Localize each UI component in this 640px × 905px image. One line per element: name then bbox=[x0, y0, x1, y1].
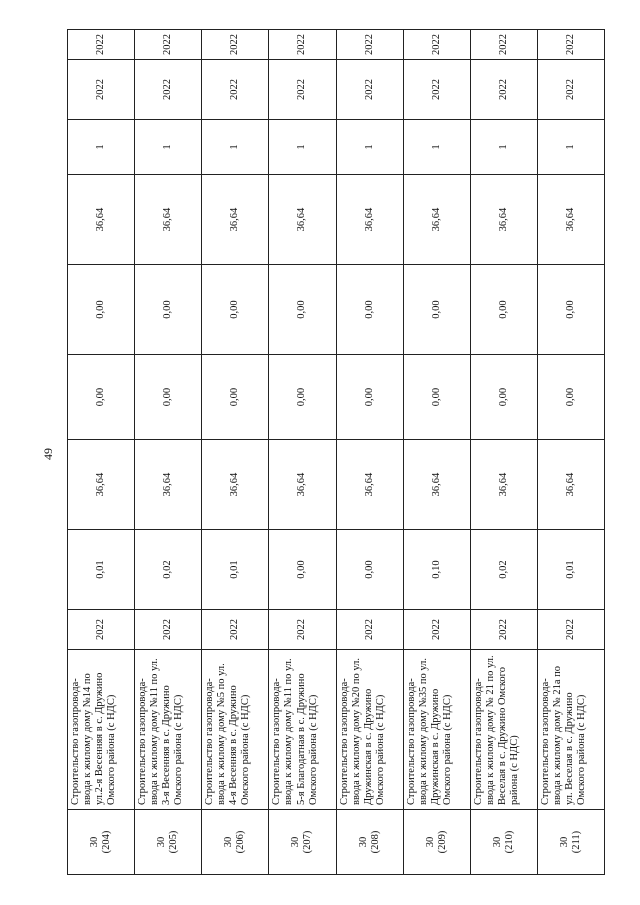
table-row bbox=[470, 30, 537, 875]
cell-v4: 0,00 bbox=[470, 265, 537, 355]
cell-v3: 0,00 bbox=[470, 355, 537, 440]
cell-v5: 36,64 bbox=[537, 175, 604, 265]
row-number-cell bbox=[68, 810, 135, 875]
cell-v3: 0,00 bbox=[68, 355, 135, 440]
cell-count: 1 bbox=[269, 120, 336, 175]
cell-end: 2022 bbox=[470, 30, 537, 60]
row-number: 30 bbox=[290, 836, 302, 848]
cell-start: 2022 bbox=[68, 60, 135, 120]
cell-start: 2022 bbox=[403, 60, 470, 120]
cell-count: 1 bbox=[537, 120, 604, 175]
cell-start: 2022 bbox=[269, 60, 336, 120]
cell-v1: 0,01 bbox=[202, 530, 269, 610]
row-subnumber: (209) bbox=[436, 830, 448, 854]
cell-year: 2022 bbox=[537, 610, 604, 650]
page-number: 49 bbox=[41, 448, 55, 460]
cell-v2: 36,64 bbox=[68, 440, 135, 530]
rotated-table-wrapper bbox=[67, 30, 605, 875]
cell-end: 2022 bbox=[269, 30, 336, 60]
cell-desc: Строительство газопровода-ввода к жилому дому №11 по ул. 3-я Весенняя в с. Дружино Омского района (с НДС) bbox=[135, 650, 202, 810]
cell-v1: 0,00 bbox=[269, 530, 336, 610]
cell-desc: Строительство газопровода-ввода к жилому дому № 21а по ул. Веселая в с. Дружино Омского района (с НДС) bbox=[537, 650, 604, 810]
cell-v1: 0,02 bbox=[135, 530, 202, 610]
cell-desc: Строительство газопровода-ввода к жилому дому №11 по ул. 5-я Благодатная в с. Дружино Омского района (с НДС) bbox=[269, 650, 336, 810]
table-container bbox=[67, 30, 605, 875]
cell-year: 2022 bbox=[269, 610, 336, 650]
cell-v2: 36,64 bbox=[135, 440, 202, 530]
cell-start: 2022 bbox=[336, 60, 403, 120]
cell-v5: 36,64 bbox=[336, 175, 403, 265]
row-number: 30 bbox=[424, 836, 436, 848]
cell-year: 2022 bbox=[202, 610, 269, 650]
table-row bbox=[269, 30, 336, 875]
cell-desc: Строительство газопровода-ввода к жилому дому №20 по ул. Дружинская в с. Дружино Омского района (с НДС) bbox=[336, 650, 403, 810]
cell-v5: 36,64 bbox=[470, 175, 537, 265]
row-number: 30 bbox=[156, 836, 168, 848]
cell-year: 2022 bbox=[336, 610, 403, 650]
cell-v1: 0,02 bbox=[470, 530, 537, 610]
cell-desc: Строительство газопровода-ввода к жилому дому №5 по ул. 4-я Весенняя в с. Дружино Омского района (с НДС) bbox=[202, 650, 269, 810]
cell-desc: Строительство газопровода-ввода к жилому дому №14 по ул.2-я Весенняя в с. Дружино Омского района (с НДС) bbox=[68, 650, 135, 810]
cell-end: 2022 bbox=[135, 30, 202, 60]
cell-count: 1 bbox=[202, 120, 269, 175]
cell-v2: 36,64 bbox=[269, 440, 336, 530]
cell-v1: 0,00 bbox=[336, 530, 403, 610]
cell-v3: 0,00 bbox=[269, 355, 336, 440]
table-row bbox=[135, 30, 202, 875]
cell-v3: 0,00 bbox=[537, 355, 604, 440]
cell-end: 2022 bbox=[68, 30, 135, 60]
row-number-cell bbox=[202, 810, 269, 875]
row-number: 30 bbox=[491, 836, 503, 848]
row-number: 30 bbox=[223, 836, 235, 848]
row-number: 30 bbox=[89, 836, 100, 848]
cell-desc: Строительство газопровода-ввода к жилому дому №35 по ул. Дружинская в с. Дружино Омского района (с НДС) bbox=[403, 650, 470, 810]
cell-v3: 0,00 bbox=[135, 355, 202, 440]
cell-v3: 0,00 bbox=[202, 355, 269, 440]
row-subnumber: (206) bbox=[235, 830, 247, 854]
row-number-cell bbox=[537, 810, 604, 875]
cell-v1: 0,01 bbox=[537, 530, 604, 610]
table-row bbox=[202, 30, 269, 875]
cell-count: 1 bbox=[68, 120, 135, 175]
cell-start: 2022 bbox=[202, 60, 269, 120]
row-subnumber: (207) bbox=[302, 830, 314, 854]
cell-v3: 0,00 bbox=[336, 355, 403, 440]
cell-v2: 36,64 bbox=[537, 440, 604, 530]
row-subnumber: (211) bbox=[570, 830, 582, 854]
cell-v2: 36,64 bbox=[470, 440, 537, 530]
cell-v4: 0,00 bbox=[269, 265, 336, 355]
cell-v3: 0,00 bbox=[403, 355, 470, 440]
cell-count: 1 bbox=[135, 120, 202, 175]
row-number-cell bbox=[336, 810, 403, 875]
row-number-cell bbox=[403, 810, 470, 875]
row-subnumber: (210) bbox=[503, 830, 515, 854]
cell-v5: 36,64 bbox=[202, 175, 269, 265]
cell-v2: 36,64 bbox=[336, 440, 403, 530]
table-row bbox=[336, 30, 403, 875]
cell-end: 2022 bbox=[202, 30, 269, 60]
cell-count: 1 bbox=[336, 120, 403, 175]
cell-v4: 0,00 bbox=[202, 265, 269, 355]
cell-v2: 36,64 bbox=[403, 440, 470, 530]
table-row bbox=[68, 30, 135, 875]
cell-v5: 36,64 bbox=[403, 175, 470, 265]
cell-count: 1 bbox=[403, 120, 470, 175]
cell-v4: 0,00 bbox=[537, 265, 604, 355]
cell-year: 2022 bbox=[135, 610, 202, 650]
row-number-cell bbox=[269, 810, 336, 875]
cell-v4: 0,00 bbox=[403, 265, 470, 355]
cell-v5: 36,64 bbox=[68, 175, 135, 265]
cell-end: 2022 bbox=[403, 30, 470, 60]
cell-year: 2022 bbox=[403, 610, 470, 650]
cell-start: 2022 bbox=[470, 60, 537, 120]
cell-v1: 0,10 bbox=[403, 530, 470, 610]
cell-v5: 36,64 bbox=[269, 175, 336, 265]
cell-v4: 0,00 bbox=[68, 265, 135, 355]
cell-v4: 0,00 bbox=[135, 265, 202, 355]
row-subnumber: (208) bbox=[369, 830, 381, 854]
cell-v5: 36,64 bbox=[135, 175, 202, 265]
cell-desc: Строительство газопровода-ввода к жилому дому № 21 по ул. Веселая в с. Дружино Омского района (с НДС) bbox=[470, 650, 537, 810]
table-row bbox=[403, 30, 470, 875]
row-number-cell bbox=[135, 810, 202, 875]
projects-table bbox=[67, 29, 605, 875]
row-subnumber: (204) bbox=[101, 830, 113, 854]
cell-start: 2022 bbox=[537, 60, 604, 120]
cell-v2: 36,64 bbox=[202, 440, 269, 530]
cell-count: 1 bbox=[470, 120, 537, 175]
row-number: 30 bbox=[357, 836, 369, 848]
cell-end: 2022 bbox=[336, 30, 403, 60]
cell-start: 2022 bbox=[135, 60, 202, 120]
cell-v1: 0,01 bbox=[68, 530, 135, 610]
row-number-cell bbox=[470, 810, 537, 875]
row-number: 30 bbox=[558, 836, 570, 848]
cell-end: 2022 bbox=[537, 30, 604, 60]
row-subnumber: (205) bbox=[168, 830, 180, 854]
table-row bbox=[537, 30, 604, 875]
cell-year: 2022 bbox=[68, 610, 135, 650]
cell-v4: 0,00 bbox=[336, 265, 403, 355]
cell-year: 2022 bbox=[470, 610, 537, 650]
